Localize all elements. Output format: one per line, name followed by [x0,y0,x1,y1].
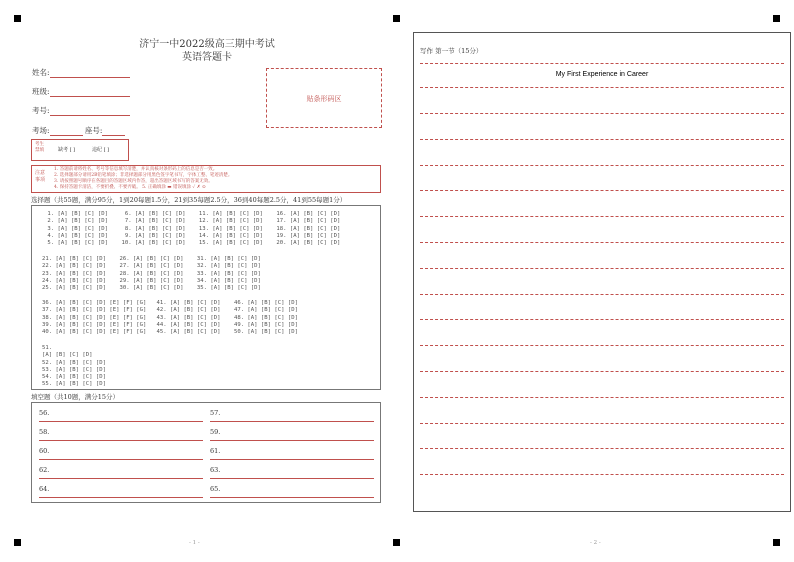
barcode-area [266,68,382,128]
fill-answer-line[interactable] [210,440,374,441]
fill-answer-line[interactable] [210,421,374,422]
corner-mark [773,539,780,546]
writing-line[interactable] [420,345,784,346]
notice-line: 1. 答题前请将姓名、考号等信息填写清楚，并认真核对条形码上的信息是否一致。 [54,167,218,172]
choice-grid-21-35[interactable]: 21. [A] [B] [C] [D] 26. [A] [B] [C] [D] 31. [A] [B] [C] [D] 22. [A] [B] [C] [D] 27. [A] [B] [C] [D] 32. [A] [B] [C] [D] 23. [A] [B] [C] [D] 28. [A] [B] [C] [D] 33. [A] [B] [C] [D] 24. [A] [B] [C] [D] 29. [A] [B] [C] [D] 34. [A] [B] [C] [D] 25. [A] [B] [C] [D] 30. [A] [B] [C] [D] 35. [A] [B] [C] [D] [42,256,261,292]
fill-item-61: 61. [210,447,221,455]
writing-line[interactable] [420,113,784,114]
choice-heading: 选择题（共55题，满分95分，1到20每题1.5分，21到35每题2.5分，36到40每题2.5分，41到55每题1分） [31,196,347,204]
notice-box [31,165,381,193]
choice-grid-51-55[interactable]: 51. [A] [B] [C] [D] 52. [A] [B] [C] [D] 53. [A] [B] [C] [D] 54. [A] [B] [C] [D] 55. [A] [B] [C] [D] [42,345,106,388]
writing-line[interactable] [420,268,784,269]
writing-line[interactable] [420,474,784,475]
writing-line[interactable] [420,319,784,320]
violation-checkbox[interactable]: 违纪 [ ] [92,147,110,153]
writing-line[interactable] [420,216,784,217]
writing-line[interactable] [420,294,784,295]
writing-line[interactable] [420,397,784,398]
corner-mark [14,15,21,22]
writing-line[interactable] [420,448,784,449]
fill-item-65: 65. [210,485,221,493]
barcode-label: 贴条形码区 [306,95,342,103]
writing-line[interactable] [420,63,784,64]
fill-answer-line[interactable] [210,497,374,498]
fill-answer-line[interactable] [39,440,203,441]
absent-checkbox[interactable]: 缺考 [ ] [58,147,76,153]
fill-item-59: 59. [210,428,221,436]
writing-heading: 写作 第一节（15分） [420,47,483,55]
fill-heading: 填空题（共10题，满分15分） [31,393,120,401]
fill-answer-line[interactable] [39,459,203,460]
corner-mark [393,539,400,546]
room-seat-field[interactable] [32,125,125,136]
corner-mark [393,15,400,22]
fill-item-57: 57. [210,409,221,417]
notice-line: 4. 保持答题卡清洁，不要折叠、不要弄破。 5. 正确填涂 ▬ 错误填涂 ✓ ✗ ⊙ [54,185,206,190]
fill-answer-line[interactable] [39,421,203,422]
fill-answer-line[interactable] [39,478,203,479]
fill-answer-line[interactable] [39,497,203,498]
sheet-title: 英语答题卡 [182,52,232,63]
writing-box [413,32,791,512]
notice-line: 3. 请按照题号顺序在各题目的答题区域内作答，超出答题区域书写的答案无效。 [54,179,213,184]
exam-title: 济宁一中2022级高三期中考试 [139,39,275,50]
writing-line[interactable] [420,423,784,424]
class-label: 班级: [32,87,50,96]
writing-line[interactable] [420,165,784,166]
fill-item-62: 62. [39,466,50,474]
notice-line: 2. 选择题部分请用2B铅笔填涂；非选择题部分用黑色签字笔书写，字体工整、笔迹清楚。 [54,173,233,178]
essay-title: My First Experience in Career [555,71,649,78]
corner-mark [14,539,21,546]
candidate-box [31,139,129,161]
writing-line[interactable] [420,139,784,140]
candidate-box-title: 考生 禁填 [35,142,44,153]
writing-line[interactable] [420,242,784,243]
fill-item-56: 56. [39,409,50,417]
exam-no-label: 考号: [32,106,50,115]
name-field[interactable] [32,67,130,78]
fill-box [31,402,381,503]
fill-item-64: 64. [39,485,50,493]
seat-label: 座号: [84,126,103,135]
choice-box [31,205,381,390]
writing-line[interactable] [420,371,784,372]
choice-grid-1-20[interactable]: 1. [A] [B] [C] [D] 6. [A] [B] [C] [D] 11. [A] [B] [C] [D] 16. [A] [B] [C] [D] 2. [A] [B] [C] [D] 7. [A] [B] [C] [D] 12. [A] [B] [C] [D] 17. [A] [B] [C] [D] 3. [A] [B] [C] [D] 8. [A] [B] [C] [D] 13. [A] [B] [C] [D] 18. [A] [B] [C] [D] 4. [A] [B] [C] [D] 9. [A] [B] [C] [D] 14. [A] [B] [C] [D] 19. [A] [B] [C] [D] 5. [A] [B] [C] [D] 10. [A] [B] [C] [D] 15. [A] [B] [C] [D] 20. [A] [B] [C] [D] [47,211,341,247]
fill-item-58: 58. [39,428,50,436]
fill-answer-line[interactable] [210,478,374,479]
choice-grid-36-50[interactable]: 36. [A] [B] [C] [D] [E] [F] [G] 41. [A] [B] [C] [D] 46. [A] [B] [C] [D] 37. [A] [B] [C] [D] [E] [F] [G] 42. [A] [B] [C] [D] 47. [A] [B] [C] [D] 38. [A] [B] [C] [D] [E] [F] [G] 43. [A] [B] [C] [D] 48. [A] [B] [C] [D] 39. [A] [B] [C] [D] [E] [F] [G] 44. [A] [B] [C] [D] 49. [A] [B] [C] [D] 40. [A] [B] [C] [D] [E] [F] [G] 45. [A] [B] [C] [D] 50. [A] [B] [C] [D] [42,300,298,336]
page-number-right: - 2 - [590,540,601,546]
writing-line[interactable] [420,87,784,88]
exam-no-field[interactable] [32,105,130,116]
class-field[interactable] [32,86,130,97]
writing-line[interactable] [420,190,784,191]
room-label: 考场: [32,126,50,135]
fill-item-63: 63. [210,466,221,474]
fill-item-60: 60. [39,447,50,455]
notice-title: 注意 事项 [35,170,46,183]
corner-mark [773,15,780,22]
name-label: 姓名: [32,68,50,77]
page-number-left: - 1 - [189,540,200,546]
fill-answer-line[interactable] [210,459,374,460]
